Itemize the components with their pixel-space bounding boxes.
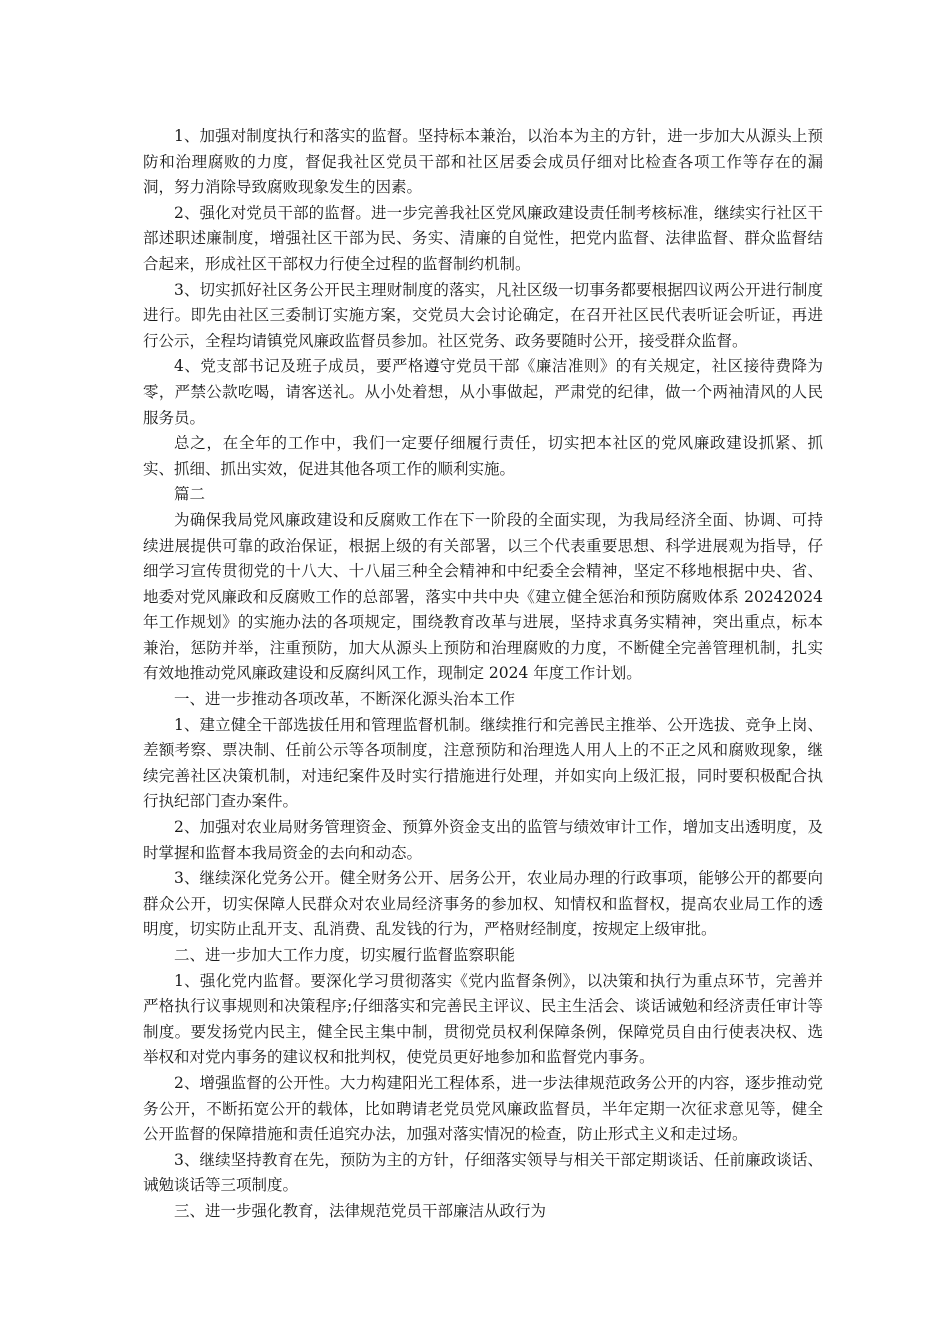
section-heading: 二、进一步加大工作力度，切实履行监督监察职能 — [174, 946, 516, 964]
paragraph: 2、强化对党员干部的监督。进一步完善我社区党风廉政建设责任制考核标准，继续实行社区干部述职述廉制度，增强社区干部为民、务实、清廉的自觉性，把党内监督、法律监督、群众监督结合起来，形成社区干部权力行使全过程的监督制约机制。 — [143, 203, 823, 273]
paragraph: 3、切实抓好社区务公开民主理财制度的落实，凡社区级一切事务都要根据四议两公开进行制度进行。即先由社区三委制订实施方案，交党员大会讨论确定，在召开社区民代表听证会听证，再进行公示，全程均请镇党风廉政监督员参加。社区党务、政务要随时公开，接受群众监督。 — [143, 280, 823, 350]
paragraph: 2、加强对农业局财务管理资金、预算外资金支出的监管与绩效审计工作，增加支出透明度，及时掌握和监督本我局资金的去向和动态。 — [143, 818, 823, 862]
paragraph: 为确保我局党风廉政建设和反腐败工作在下一阶段的全面实现，为我局经济全面、协调、可持续进展提供可靠的政治保证，根据上级的有关部署，以三个代表重要思想、科学进展观为指导，仔细学习宣传贯彻党的十八大、十八届三种全会精神和中纪委全会精神，坚定不移地根据中央、省、地委对党风廉政和反腐败工作的总部署，落实中共中央《建立健全惩治和预防腐败体系 20242024 年工作规划》的实施办法的各项规定，围绕教育改革与进展，坚持求真务实精神，突出重点，标本兼治，惩防并举，注重预防，加大从源头上预防和治理腐败的力度，不断健全完善管理机制，扎实有效地推动党风廉政建设和反腐纠风工作，现制定 2024 年度工作计划。 — [143, 510, 823, 683]
document-body — [143, 124, 823, 1225]
paragraph: 1、建立健全干部选拔任用和管理监督机制。继续推行和完善民主推举、公开选拔、竞争上岗、差额考察、票决制、任前公示等各项制度，注意预防和治理选人用人上的不正之风和腐败现象，继续完善社区决策机制，对违纪案件及时实行措施进行处理，并如实向上级汇报，同时要积极配合执行执纪部门查办案件。 — [143, 715, 823, 811]
section-heading: 一、进一步推动各项改革，不断深化源头治本工作 — [174, 690, 516, 709]
paragraph: 1、加强对制度执行和落实的监督。坚持标本兼治，以治本为主的方针，进一步加大从源头上预防和治理腐败的力度，督促我社区党员干部和社区居委会成员仔细对比检查各项工作等存在的漏洞，努力消除导致腐败现象发生的因素。 — [143, 127, 823, 197]
paragraph: 2、增强监督的公开性。大力构建阳光工程体系，进一步法律规范政务公开的内容，逐步推动党务公开，不断拓宽公开的载体，比如聘请老党员党风廉政监督员，半年定期一次征求意见等，健全公开监督的保障措施和责任追究办法，加强对落实情况的检查，防止形式主义和走过场。 — [143, 1073, 823, 1144]
paragraph: 3、继续深化党务公开。健全财务公开、居务公开，农业局办理的行政事项，能够公开的都要向群众公开，切实保障人民群众对农业局经济事务的参加权、知情权和监督权，提高农业局工作的透明度，切实防止乱开支、乱消费、乱发钱的行为，严格财经制度，按规定上级审批。 — [143, 869, 823, 939]
section-heading: 篇二 — [174, 485, 206, 504]
section-heading: 三、进一步强化教育，法律规范党员干部廉洁从政行为 — [174, 1201, 547, 1220]
paragraph: 总之，在全年的工作中，我们一定要仔细履行责任，切实把本社区的党风廉政建设抓紧、抓实、抓细、抓出实效，促进其他各项工作的顺利实施。 — [143, 434, 823, 478]
paragraph: 1、强化党内监督。要深化学习贯彻落实《党内监督条例》，以决策和执行为重点环节，完善并严格执行议事规则和决策程序;仔细落实和完善民主评议、民主生活会、谈话诫勉和经济责任审计等制度。要发扬党内民主，健全民主集中制，贯彻党员权利保障条例，保障党员自由行使表决权、选举权和对党内事务的建议权和批判权，使党员更好地参加和监督党内事务。 — [143, 971, 823, 1067]
paragraph: 3、继续坚持教育在先，预防为主的方针，仔细落实领导与相关干部定期谈话、任前廉政谈话、诫勉谈话等三项制度。 — [143, 1150, 823, 1195]
paragraph: 4、党支部书记及班子成员，要严格遵守党员干部《廉洁准则》的有关规定，社区接待费降为零，严禁公款吃喝，请客送礼。从小处着想，从小事做起，严肃党的纪律，做一个两袖清风的人民服务员。 — [143, 357, 823, 427]
